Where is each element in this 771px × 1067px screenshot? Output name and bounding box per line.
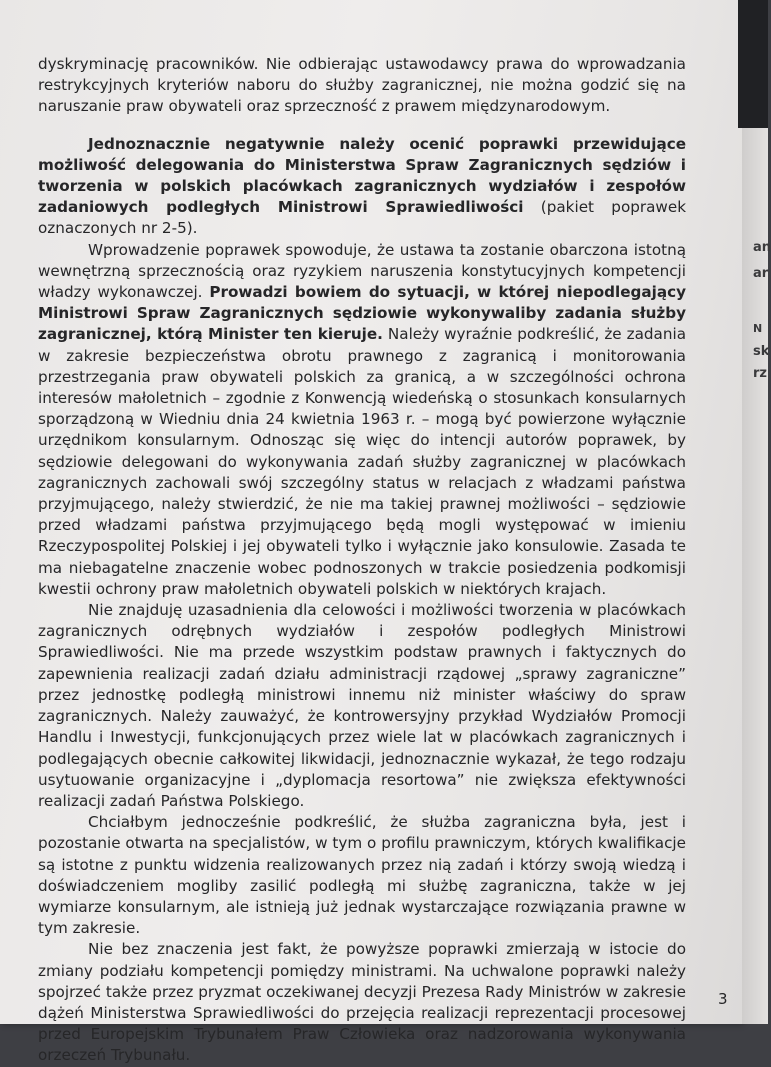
next-page-edge: [742, 0, 768, 1024]
paragraph-4: Nie znajduję uzasadnienia dla celowości i możliwości tworzenia w placówkach zagranicznych odrębnych wydziałów i zespołów podległych Ministrowi Sprawiedliwości. Nie ma przede wszystkim podstaw prawnych i faktycznych do zapewnienia realizacji zadań działu administracji rządowej „sprawy zagraniczne” przez jednostkę podległą ministrowi innemu niż minister właściwy do spraw zagranicznych. Należy zauważyć, że kontrowersyjny przykład Wydziałów Promocji Handlu i Inwestycji, funkcjonujących przez wiele lat w placówkach zagranicznych i podlegających obecnie całkowitej likwidacji, jednoznacznie wykazał, że tego rodzaju usytuowanie organizacyjne i „dyplomacja resortowa” nie zwiększa efektywności realizacji zadań Państwa Polskiego.: [38, 601, 686, 810]
paragraph-3: Wprowadzenie poprawek spowoduje, że ustawa ta zostanie obarczona istotną wewnętrzną sprzecznością oraz ryzykiem naruszenia konstytucyjnych kompetencji władzy wykonawczej. Prowadzi bowiem do sytuacji, w której niepodlegający Ministrowi Spraw Zagranicznych sędziowie wykonywaliby zadania służby zagranicznej, którą Minister ten kieruje. Należy wyraźnie podkreślić, że zadania w zakresie bezpieczeństwa obrotu prawnego z zagranicą i monitorowania przestrzegania praw obywateli polskich za granicą, a w szczególności ochrona interesów małoletnich – zgodnie z Konwencją wiedeńską o stosunkach konsularnych sporządzoną w Wiedniu dnia 24 kwietnia 1963 r. – mogą być powierzone wyłącznie urzędnikom konsularnym. Odnosząc się więc do intencji autorów poprawek, by sędziowie delegowani do wykonywania zadań służby zagranicznej w placówkach zagranicznych zachowali swój szczególny status w relacjach z władzami państwa przyjmującego, należy stwierdzić, że nie ma takiej prawnej możliwości – sędziowie przed władzami państwa przyjmującego będą mogli występować w imieniu Rzeczypospolitej Polskiej i jej obywateli tylko i wyłącznie jako konsulowie. Zasada te ma niebagatelne znaczenie wobec podnoszonych w trakcie posiedzenia podkomisji kwestii ochrony praw małoletnich obywateli polskich w niektórych krajach.: [38, 240, 686, 598]
next-page-fragment: sk: [753, 344, 770, 359]
next-page-fragment: rz: [753, 366, 767, 381]
paragraph-2: Jednoznacznie negatywnie należy ocenić poprawki przewidujące możliwość delegowania do Ministerstwa Spraw Zagranicznych sędziów i tworzenia w polskich placówkach zagranicznych wydziałów i zespołów zadaniowych podległych Ministrowi Sprawiedliwości (pakiet poprawek oznaczonych nr 2-5).: [38, 134, 686, 238]
next-page-fragment: an: [753, 240, 771, 255]
paragraph-1: dyskryminację pracowników. Nie odbierając ustawodawcy prawa do wprowadzania restrykcyjnych kryteriów naboru do służby zagranicznej, nie można godzić się na naruszanie praw obywateli oraz sprzeczność z prawem międzynarodowym.: [38, 55, 686, 116]
background-corner: [738, 0, 768, 128]
paragraph-5: Chciałbym jednocześnie podkreślić, że służba zagraniczna była, jest i pozostanie otwarta na specjalistów, w tym o profilu prawniczym, których kwalifikacje są istotne z punktu widzenia realizowanych przez nią zadań i którzy swoją wiedzą i doświadczeniem mogliby zasilić podległą mi służbę zagraniczna, także w jej wymiarze konsularnym, ale istnieją już jednak wystarczające rozwiązania prawne w tym zakresie.: [38, 813, 686, 938]
paragraph-6: Nie bez znaczenia jest fakt, że powyższe poprawki zmierzają w istocie do zmiany podziału kompetencji pomiędzy ministrami. Na uchwalone poprawki należy spojrzeć także przez pryzmat oczekiwanej decyzji Prezesa Rady Ministrów w zakresie dążeń Ministerstwa Sprawiedliwości do przejęcia realizacji reprezentacji procesowej przed Europejskim Trybunałem Praw Człowieka oraz nadzorowania wykonywania orzeczeń Trybunału.: [38, 940, 686, 1065]
next-page-fragment: N: [753, 322, 763, 335]
document-body: [38, 54, 686, 1067]
next-page-fragment: ar: [753, 266, 769, 281]
page-number: 3: [718, 990, 728, 1008]
